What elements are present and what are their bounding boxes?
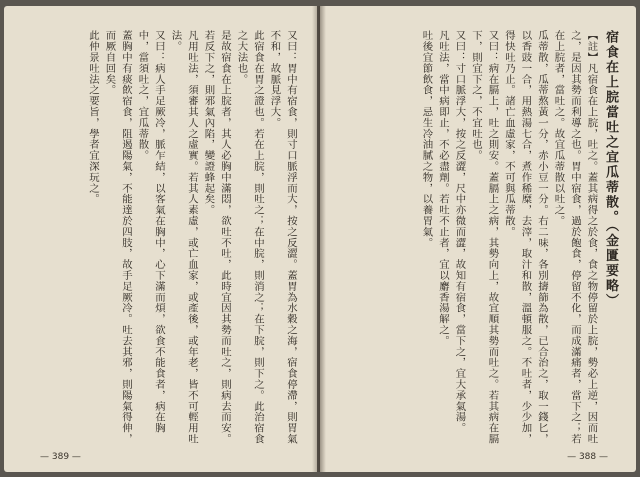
- left-paragraph: 是故宿食在上脘者，其人必胸中滿悶，欲吐不吐，此時宜因其勢而吐之，則病去而安。若反下之，則邪氣內陷，變證蜂起矣。: [202, 30, 231, 445]
- left-page-number: — 389 —: [40, 452, 81, 462]
- right-page-number: — 388 —: [567, 452, 608, 462]
- left-paragraph: 又曰：胃中有宿食，則寸口脈浮而大，按之反澀。蓋胃為水穀之海，宿食停滯，則胃氣不和，故脈見浮大。: [268, 30, 297, 445]
- right-page-body: [336, 30, 622, 448]
- left-paragraph: 凡用吐法，須審其人之虛實。若其人素虛，或亡血家，或產後，或年老，皆不可輕用吐法。: [169, 30, 198, 445]
- left-paragraph: 又曰：病人手足厥冷，脈乍結，以客氣在胸中，心下滿而煩，欲食不能食者，病在胸中，當須吐之，宜瓜蒂散。: [136, 30, 165, 434]
- left-page-body: [23, 30, 299, 448]
- right-paragraph: 凡吐法，當中病即止，不必盡劑。若吐不止者，宜以麝香湯解之。: [437, 30, 449, 347]
- right-paragraph: 【註】凡宿食在上脘，吐之。蓋其病得之於食，食之物停留於上脘，勢必上逆，因而吐之，是因其勢而利導之也。胃中宿食，過於飽食，停留不化，而成滿痛者，當下之；若在上脘者，當吐之。故宜瓜蒂散以吐之。: [552, 30, 598, 445]
- left-paragraph: 此仲景吐法之要旨，學者宜深玩之。: [87, 30, 99, 205]
- right-page: [320, 6, 636, 472]
- book-gutter: [312, 6, 326, 472]
- left-paragraph: 蓋胸中有痰飲宿食，阻遏陽氣，不能達於四肢，故手足厥冷。吐去其邪，則陽氣得伸，而厥自回矣。: [103, 30, 132, 445]
- right-paragraph: 又曰：病在膈上，吐之則安。蓋膈上之病，其勢向上，故宜順其勢而吐之。若其病在膈下，則宜下之，不宜吐也。: [470, 30, 499, 445]
- left-paragraph: 此宿食在胃之證也。若在上脘，則吐之；在中脘，則消之；在下脘，則下之。此治宿食之大法也。: [235, 30, 264, 445]
- section-title: 宿食在上脘當吐之宜瓜蒂散。（金匱要略）: [603, 30, 618, 309]
- left-page: [4, 6, 317, 472]
- right-paragraph: 瓜蒂散，瓜蒂熬黃一分，赤小豆一分。右二味，各別擣篩為散，已合治之，取一錢匕，以香豉一合，用熱湯七合，煮作稀糜，去滓，取汁和散，溫頓服之。不吐者，少少加，得快吐乃止。諸亡血虛家，不可與瓜蒂散。: [503, 30, 548, 445]
- right-paragraph: 又曰：寸口脈浮大，按之反澀，尺中亦微而澀，故知有宿食，當下之，宜大承氣湯。: [453, 30, 466, 434]
- right-paragraph: 吐後宜節飲食，忌生冷油膩之物，以養胃氣。: [420, 30, 433, 248]
